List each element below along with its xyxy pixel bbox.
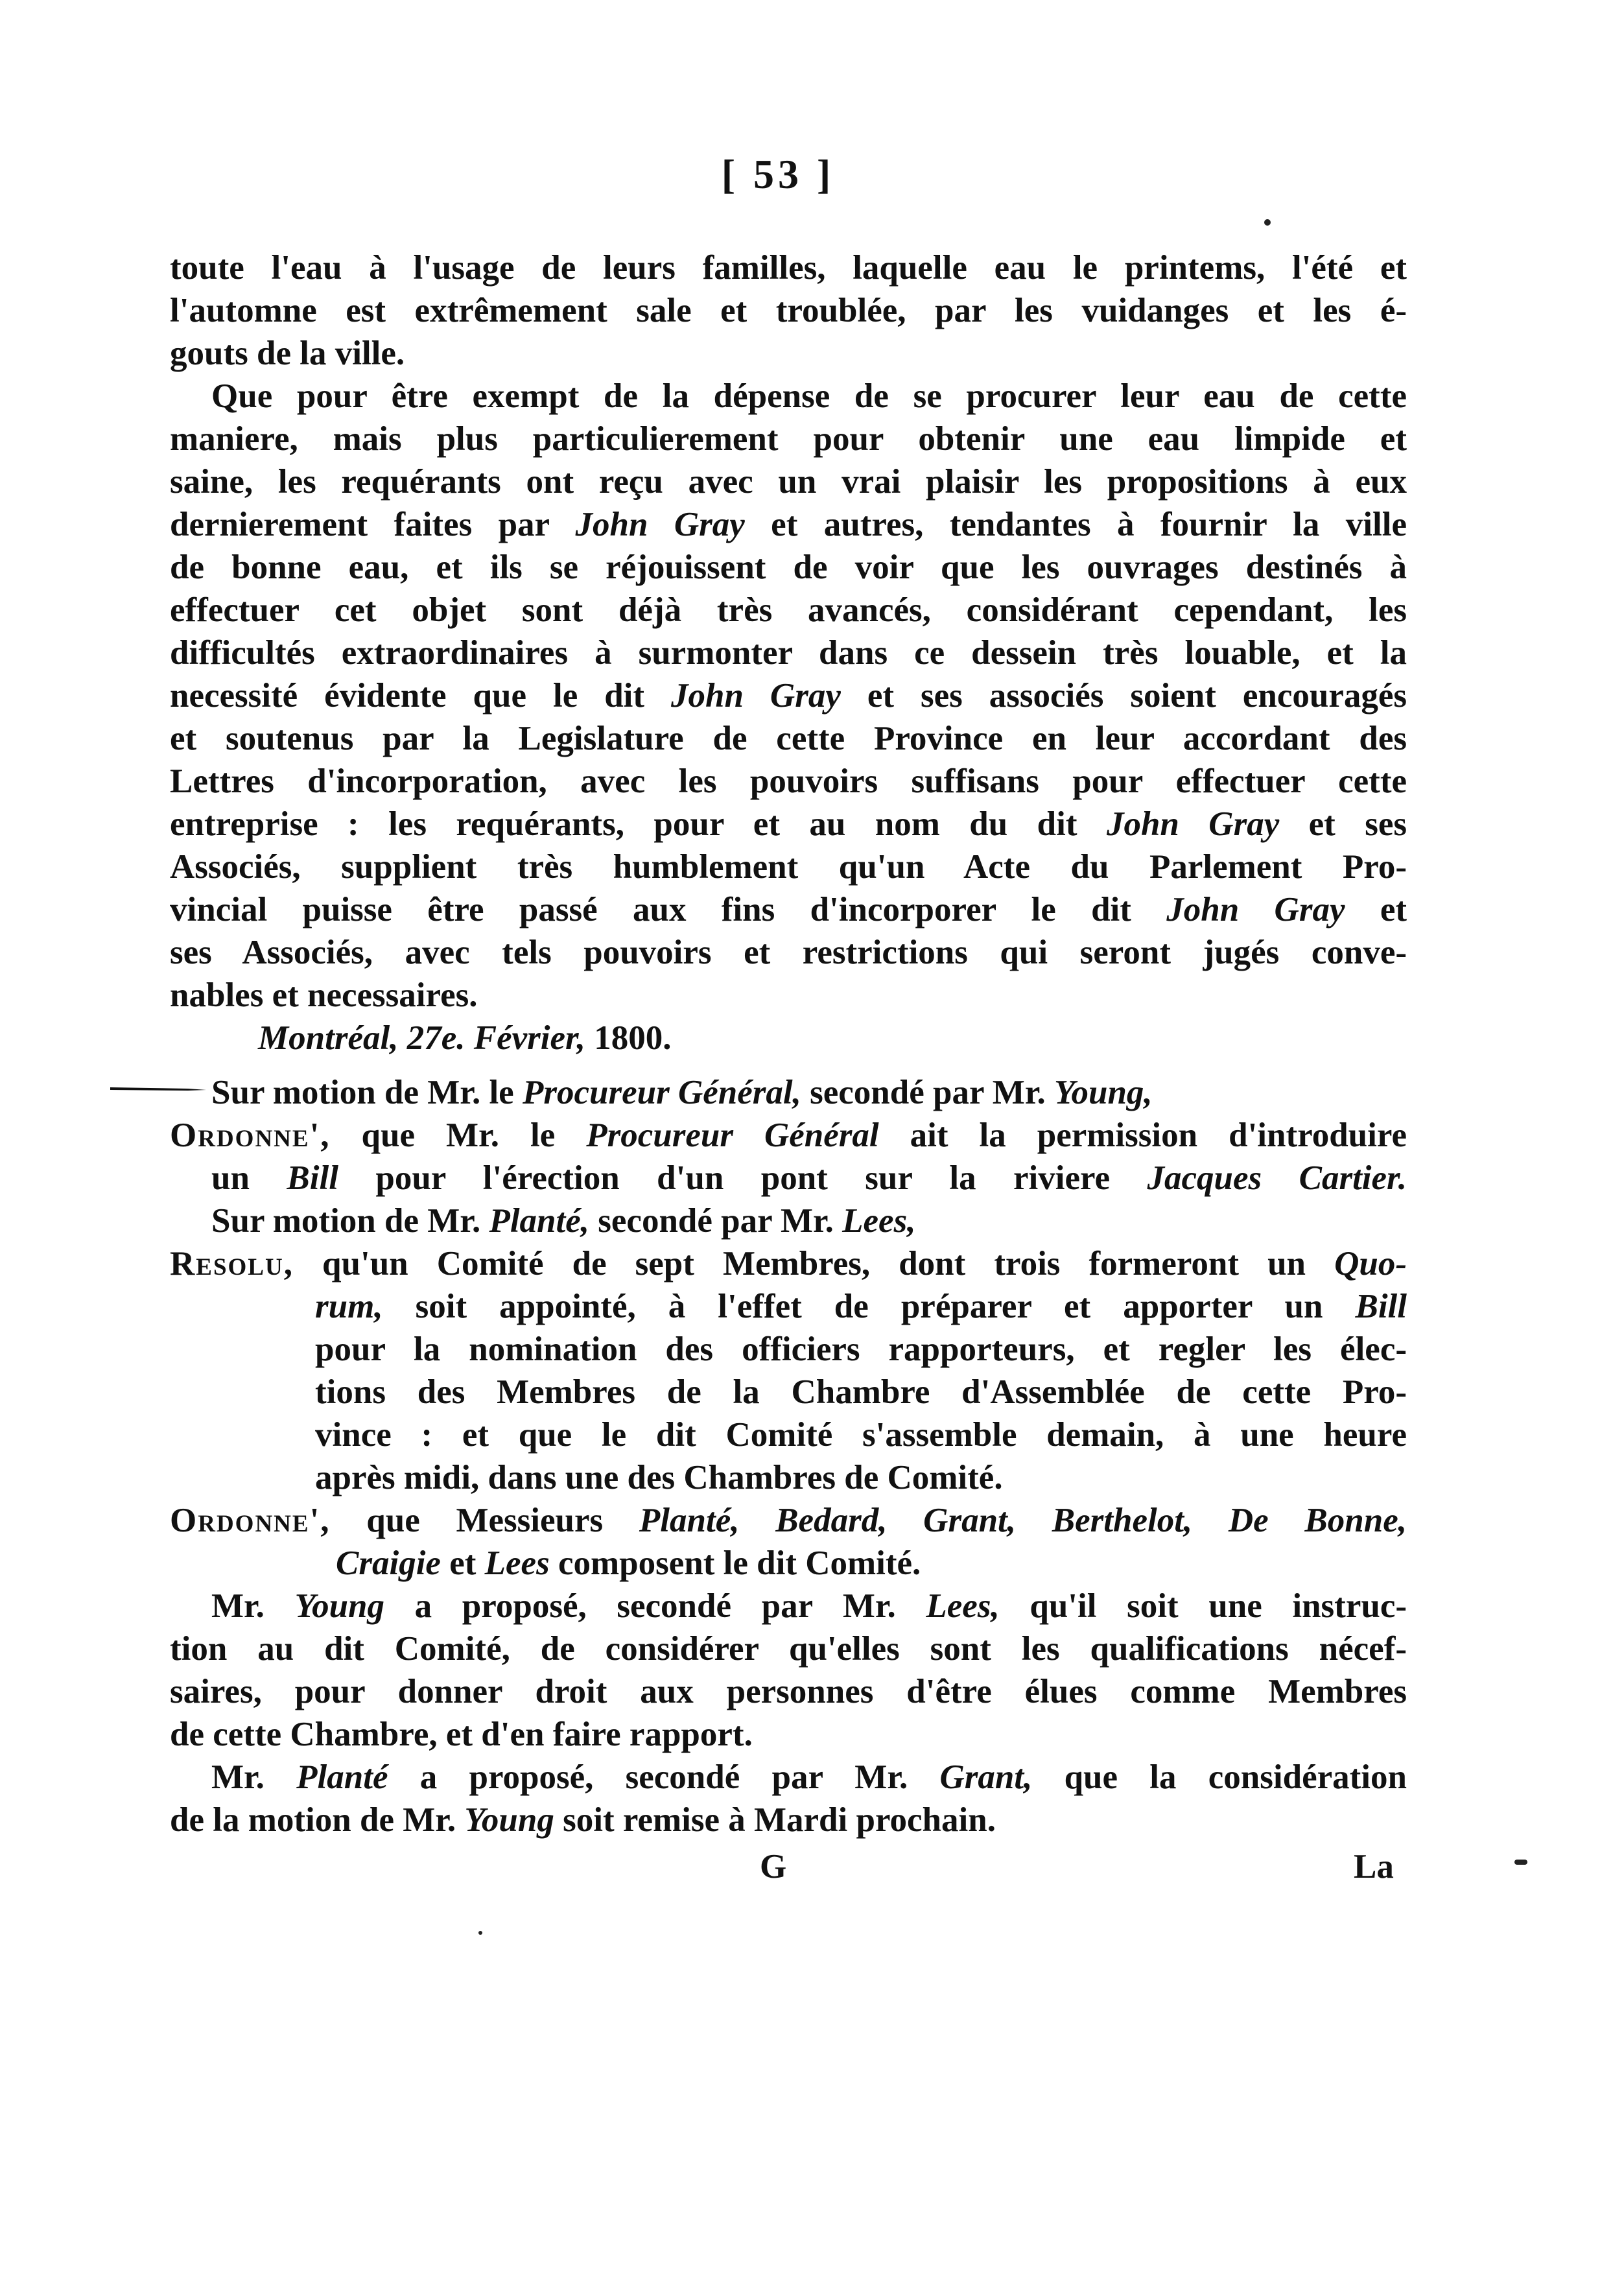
person-name: Young, [1053,1074,1153,1111]
signature-mark: G [760,1848,787,1885]
paragraph-2-line-4 [170,503,1407,546]
paragraph-1-line-3: gouts de la ville. [170,335,405,372]
text-run: que Messieurs [330,1502,639,1539]
text-run: de la motion de Mr. [170,1801,465,1839]
motion-3-line-1 [211,1585,1407,1627]
paragraph-2-line-15: nables et necessaires. [170,976,478,1014]
page-number: [ 53 ] [721,151,835,197]
text-run: que Mr. le [330,1117,587,1154]
person-name: Planté, [489,1202,590,1240]
title-name: Procureur Général, [522,1074,801,1111]
motion-1-line-1 [211,1071,1407,1114]
text-run: un [211,1159,287,1197]
title-name: Procureur Général [586,1117,879,1154]
person-name: Craigie [336,1544,441,1582]
paragraph-2-line-3: saine, les requérants ont reçu avec un vrai plaisir les propositions à eux [170,463,1407,501]
paragraph-2-line-12: Associés, supplient très humblement qu'un Acte du Parlement Pro- [170,848,1407,886]
text-run: Sur motion de Mr. [211,1202,489,1240]
dateline-month: Février, [473,1019,585,1057]
text-run: Sur motion de Mr. le [211,1074,523,1111]
dateline-day: 27e. [406,1019,465,1057]
ordonne-heading: Ordonne', [170,1117,331,1154]
person-name: John Gray [671,677,841,715]
bill-word: Bill [1355,1288,1407,1325]
person-name: John Gray [575,506,745,543]
ordonne-heading: Ordonne', [170,1502,331,1539]
bill-word: Bill [287,1159,338,1197]
text-run: entreprise : les requérants, pour et au nom du dit [170,805,1107,843]
paragraph-2-line-8 [170,674,1407,717]
catchword: La [1354,1848,1394,1885]
text-run: soit appointé, à l'effet de préparer et apporter un [382,1288,1356,1325]
place-name: Jacques Cartier. [1147,1159,1407,1197]
person-name: Lees, [842,1202,916,1240]
motion-3-line-2: tion au dit Comité, de considérer qu'elles sont les qualifications nécef- [170,1630,1407,1668]
quorum-word: Quo- [1334,1245,1407,1282]
paragraph-2-line-13 [170,888,1407,931]
paragraph-2-line-9: et soutenus par la Legislature de cette Province en leur accordant des [170,720,1407,757]
dateline-place: Montréal, [258,1019,399,1057]
text-run: que la considération [1032,1758,1407,1796]
quorum-word: rum, [315,1288,383,1325]
text-run: secondé par Mr. [589,1202,843,1240]
motion-1-line-2 [170,1114,1407,1157]
person-name: Lees, [926,1587,1000,1625]
text-run: Mr. [211,1587,295,1625]
paragraph-2-line-11 [170,803,1407,845]
paragraph-1-line-2: l'automne est extrêmement sale et troublée, par les vuidanges et les é- [170,292,1407,329]
paragraph-1-line-1: toute l'eau à l'usage de leurs familles, laquelle eau le printems, l'été et [170,249,1407,287]
person-name: Young [294,1587,385,1625]
motion-4-line-1 [211,1756,1407,1799]
motion-2-line-1 [211,1200,1407,1242]
text-run: composent le dit Comité. [549,1544,921,1582]
motion-2-line-6: vince : et que le dit Comité s'assemble demain, à une heure [315,1416,1407,1454]
text-run: qu'un Comité de sept Membres, dont trois formeront un [293,1245,1335,1282]
paragraph-2-line-7: difficultés extraordinaires à surmonter dans ce dessein très louable, et la [170,634,1407,672]
person-name: Lees [484,1544,550,1582]
text-run: et ses associés soient encouragés [840,677,1407,715]
motion-4-line-2 [170,1799,1407,1841]
paragraph-2-line-1: Que pour être exempt de la dépense de se procurer leur eau de cette [211,377,1407,415]
ink-speck [1264,219,1271,226]
motion-2-line-7: après midi, dans une des Chambres de Comité. [315,1459,1003,1496]
text-run: a proposé, secondé par Mr. [388,1758,940,1796]
text-run: et ses [1279,805,1407,843]
text-run: soit remise à Mardi prochain. [554,1801,996,1839]
text-run: dernierement faites par [170,506,576,543]
motion-2-line-2 [170,1242,1407,1285]
paragraph-2-line-5: de bonne eau, et ils se réjouissent de voir que les ouvrages destinés à [170,549,1407,586]
person-name: Young [464,1801,554,1839]
person-name: John Gray [1106,805,1280,843]
motion-2-line-5: tions des Membres de la Chambre d'Assemblée de cette Pro- [315,1373,1407,1411]
text-run: necessité évidente que le dit [170,677,672,715]
text-run: Mr. [211,1758,297,1796]
motion-2-line-4: pour la nomination des officiers rapporteurs, et regler les élec- [315,1330,1407,1368]
text-run: et autres, tendantes à fournir la ville [744,506,1407,543]
ink-speck [478,1931,482,1935]
paragraph-2-line-6: effectuer cet objet sont déjà très avancés, considérant cependant, les [170,591,1407,629]
text-run: et [1345,891,1407,928]
text-run: qu'il soit une instruc- [999,1587,1407,1625]
motion-3-line-3: saires, pour donner droit aux personnes d'être élues comme Membres [170,1673,1407,1710]
text-run: secondé par Mr. [801,1074,1054,1111]
margin-pointer-mark [110,1084,207,1093]
order-line-1 [170,1499,1407,1542]
text-run: a proposé, secondé par Mr. [384,1587,926,1625]
paragraph-2-line-2: maniere, mais plus particulierement pour obtenir une eau limpide et [170,420,1407,458]
order-line-2 [336,1542,921,1585]
motion-2-line-3 [315,1285,1407,1328]
member-names: Planté, Bedard, Grant, Berthelot, De Bonne, [639,1502,1407,1539]
ink-speck [1514,1860,1527,1865]
text-run: ait la permission d'introduire [878,1117,1407,1154]
text-run: pour l'érection d'un pont sur la riviere [338,1159,1147,1197]
text-run: et [440,1544,485,1582]
motion-3-line-4: de cette Chambre, et d'en faire rapport. [170,1716,753,1753]
motion-1-line-3 [211,1157,1407,1200]
person-name: Planté [296,1758,388,1796]
person-name: John Gray [1166,891,1345,928]
paragraph-2-line-14: ses Associés, avec tels pouvoirs et restrictions qui seront jugés conve- [170,934,1407,971]
dateline [258,1017,671,1059]
person-name: Grant, [939,1758,1033,1796]
dateline-year: 1800. [594,1019,672,1057]
paragraph-2-line-10: Lettres d'incorporation, avec les pouvoirs suffisans pour effectuer cette [170,762,1407,800]
resolu-heading: Resolu, [170,1245,294,1282]
text-run: vincial puisse être passé aux fins d'incorporer le dit [170,891,1167,928]
